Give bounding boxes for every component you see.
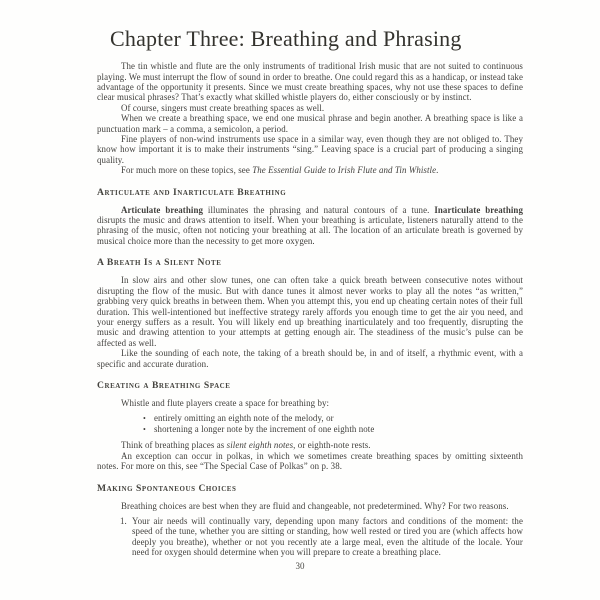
text-run: When we create a breathing space, we end one musical phrase and begin another. A breathing space is like a punctuation mark – a comma, a semicolon, a period. [97,113,523,134]
section-heading: Articulate and Inarticulate Breathing [97,186,287,198]
chapter-title: Chapter Three: Breathing and Phrasing [110,26,462,51]
text-run: . [436,165,439,176]
bullet-text [154,424,374,435]
paragraph [97,165,523,175]
text-run: Your air needs will continually vary, depending upon many factors and conditions of the moment: the speed of the tune, whether you are sitting or standing, how well rested or tired you are (which affects how deeply you breathe), whether or not you recently ate a large meal, even the altitude of the locale. Your need for oxygen should determine when you will prepare to create a breathing place. [132,515,523,558]
bullet-list [143,413,523,435]
body-blocks [97,61,523,557]
paragraph [97,348,523,369]
section-heading: A Breath Is a Silent Note [97,257,222,269]
page-number: 30 [295,561,305,571]
text-run: shortening a longer note by the increment of one eighth note [154,424,375,435]
paragraph [97,205,523,247]
item-text [132,516,523,558]
bullet-icon: • [143,414,146,424]
numbered-list [120,516,523,558]
bullet-icon: • [143,425,146,435]
paragraph [97,134,523,165]
paragraph [97,501,523,511]
paragraph [97,61,523,103]
text-run: Fine players of non-wind instruments use space in a similar way, even though they are not obliged to. They know how important it is to make their instruments “sing.” Leaving space is a crucial part of producing a singing quality. [97,134,523,165]
text-run: Think of breathing places as [121,440,227,451]
text-run: silent eighth notes [226,440,294,451]
text-run: Breathing choices are best when they are fluid and changeable, not predetermined. Why? For two reasons. [121,500,509,511]
text-run: In slow airs and other slow tunes, one can often take a quick breath between consecutive notes without disrupting the flow of the music. But with dance tunes it almost never works to play all the notes “as written,” grabbing very quick breaths in between them. When you attempt this, you end up cheating certain notes of their full duration. This well-intentioned but ineffective strategy rarely affords you enough time to get the air you need, and your energy suffers as a result. You will likely end up breathing inarticulately and too frequently, disrupting the music and drawing attention to your attempts at getting enough air. The steadiness of the music’s pulse can be affected as well. [97,275,523,348]
text-run: entirely omitting an eighth note of the melody, or [154,413,334,424]
text-run: disrupts the music and draws attention to itself. When your breathing is articulate, listeners naturally attend to the phrasing of the music, often not noticing your breathing at all. The location of an articulate breath is governed by musical choice more than the necessity to get more oxygen. [97,215,523,246]
paragraph [97,398,523,408]
bullet-item [143,413,523,424]
text-run: Of course, singers must create breathing spaces as well. [121,102,325,113]
bullet-text [154,413,334,424]
section-heading: Creating a Breathing Space [97,379,231,391]
text-run: Like the sounding of each note, the taking of a breath should be, in and of itself, a rhythmic event, with a specific and accurate duration. [97,348,523,369]
text-run: Articulate breathing [121,204,204,215]
text-run: The tin whistle and flute are the only instruments of traditional Irish music that are not suited to continuous playing. We must interrupt the flow of sound in order to breathe. One could regard this as a handicap, or instead take advantage of the opportunity it presents. Since we must create breathing spaces, why not use these spaces to define clear musical phrases? That’s exactly what skilled whistle players do, either consciously or by instinct. [97,61,523,103]
paragraph [97,440,523,450]
text-run: Inarticulate breathing [434,204,523,215]
paragraph [97,113,523,134]
paragraph [97,275,523,348]
text-run: , or eighth-note rests. [293,440,371,451]
section-heading: Making Spontaneous Choices [97,482,237,494]
text-run: For much more on these topics, see [121,165,253,176]
bullet-item [143,424,523,435]
numbered-item [120,516,523,558]
text-run: The Essential Guide to Irish Flute and Tin Whistle [252,165,437,176]
item-number: 1. [120,515,127,526]
text-run: Whistle and flute players create a space for breathing by: [121,397,330,408]
paragraph [97,103,523,113]
text-run: An exception can occur in polkas, in which we sometimes create breathing spaces by omitting sixteenth notes. For more on this, see “The Special Case of Polkas” on p. 38. [97,450,523,472]
paragraph [97,451,523,472]
text-run: illuminates the phrasing and natural contours of a tune. [203,204,435,215]
page-content [97,27,523,558]
